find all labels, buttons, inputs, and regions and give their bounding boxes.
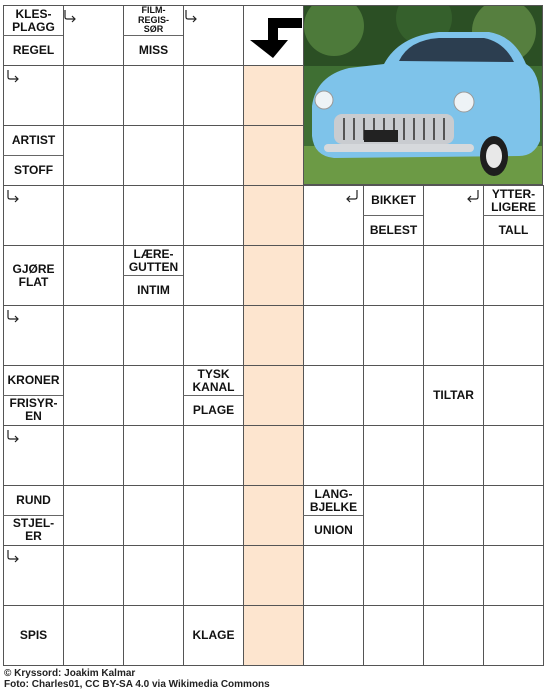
direction-arrow-icon [5,308,21,324]
grid-cell[interactable] [483,485,544,546]
grid-cell[interactable] [243,425,304,486]
grid-cell[interactable] [63,425,124,486]
grid-cell[interactable] [363,545,424,606]
clue-filmregissor: FILM- REGIS- SØR [137,6,169,35]
grid-cell[interactable] [183,65,244,126]
clue-frisyren: FRISYR- EN [9,396,58,423]
grid-cell[interactable] [63,545,124,606]
credit-photo: Foto: Charles01, CC BY-SA 4.0 via Wikimedia Commons [4,679,270,690]
grid-cell[interactable] [243,605,304,666]
grid-cell[interactable] [123,305,184,366]
grid-cell[interactable] [423,305,484,366]
grid-cell[interactable] [243,125,304,186]
grid-cell[interactable] [123,365,184,426]
grid-cell[interactable] [483,545,544,606]
grid-cell[interactable] [243,185,304,246]
clue-kroner: KRONER [7,373,60,387]
clue-bikket: BIKKET [371,193,416,207]
credit-author: © Kryssord: Joakim Kalmar [4,668,136,679]
grid-cell[interactable] [303,545,364,606]
grid-cell[interactable] [63,125,124,186]
grid-cell[interactable] [303,365,364,426]
clue-klage: KLAGE [192,628,235,642]
direction-arrow-icon [465,188,481,204]
direction-arrow-icon [5,68,21,84]
grid-cell[interactable] [423,245,484,306]
grid-cell[interactable] [483,245,544,306]
grid-cell[interactable] [483,365,544,426]
clue-miss: MISS [138,42,169,57]
clue-regel: REGEL [12,42,55,57]
clue-stjeler: STJEL- ER [12,516,55,543]
grid-cell[interactable] [423,545,484,606]
grid-cell[interactable] [123,605,184,666]
grid-cell[interactable] [423,425,484,486]
grid-cell[interactable] [243,485,304,546]
grid-cell[interactable] [123,545,184,606]
clue-union: UNION [314,522,353,537]
grid-cell[interactable] [63,65,124,126]
grid-cell[interactable] [123,125,184,186]
grid-cell[interactable] [183,305,244,366]
grid-cell[interactable] [123,185,184,246]
grid-cell[interactable] [363,305,424,366]
big-down-arrow-icon [246,10,304,60]
direction-arrow-icon [5,548,21,564]
grid-cell[interactable] [423,485,484,546]
grid-cell[interactable] [483,425,544,486]
clue-artist: ARTIST [11,133,56,147]
grid-cell[interactable] [183,545,244,606]
credits [4,668,270,690]
grid-cell[interactable] [363,425,424,486]
grid-cell[interactable] [243,365,304,426]
grid-cell[interactable] [243,305,304,366]
grid-cell[interactable] [303,605,364,666]
grid-cell[interactable] [423,605,484,666]
grid-cell[interactable] [243,545,304,606]
grid-cell[interactable] [183,245,244,306]
grid-cell[interactable] [183,185,244,246]
grid-cell[interactable] [63,245,124,306]
grid-cell[interactable] [303,425,364,486]
grid-cell[interactable] [243,65,304,126]
clue-langbjelke: LANG- BJELKE [309,486,358,514]
grid-cell[interactable] [303,245,364,306]
clue-klesplagg: KLES- PLAGG [12,6,55,34]
clue-intim: INTIM [137,282,170,297]
grid-cell[interactable] [363,245,424,306]
grid-cell[interactable] [363,485,424,546]
grid-cell[interactable] [63,605,124,666]
direction-arrow-icon [62,8,78,24]
clue-rund: RUND [16,493,51,507]
grid-cell[interactable] [63,485,124,546]
clue-ytterligere: YTTER- LIGERE [491,186,536,214]
clue-plage: PLAGE [192,402,235,417]
grid-cell[interactable] [363,605,424,666]
grid-cell[interactable] [63,185,124,246]
grid-cell[interactable] [123,425,184,486]
grid-cell[interactable] [483,605,544,666]
grid-cell[interactable] [123,65,184,126]
grid-cell[interactable] [303,305,364,366]
clue-tyskkanal: TYSK KANAL [192,366,235,394]
direction-arrow-icon [183,8,199,24]
grid-cell[interactable] [63,365,124,426]
clue-stoff: STOFF [13,162,54,177]
car-photo [303,5,543,185]
grid-cell[interactable] [183,485,244,546]
clue-belest: BELEST [369,222,418,237]
clue-tiltar: TILTAR [433,388,474,402]
direction-arrow-icon [344,188,360,204]
clue-laregutten: LÆRE- GUTTEN [128,246,179,274]
grid-cell[interactable] [123,485,184,546]
grid-cell[interactable] [63,305,124,366]
grid-cell[interactable] [243,245,304,306]
grid-cell[interactable] [183,425,244,486]
grid-cell[interactable] [363,365,424,426]
grid-cell[interactable] [483,305,544,366]
clue-spis: SPIS [19,628,48,642]
grid-cell[interactable] [183,125,244,186]
direction-arrow-icon [5,188,21,204]
direction-arrow-icon [5,428,21,444]
clue-tall: TALL [498,222,529,237]
clue-gjoreflat: GJØRE FLAT [12,261,55,289]
